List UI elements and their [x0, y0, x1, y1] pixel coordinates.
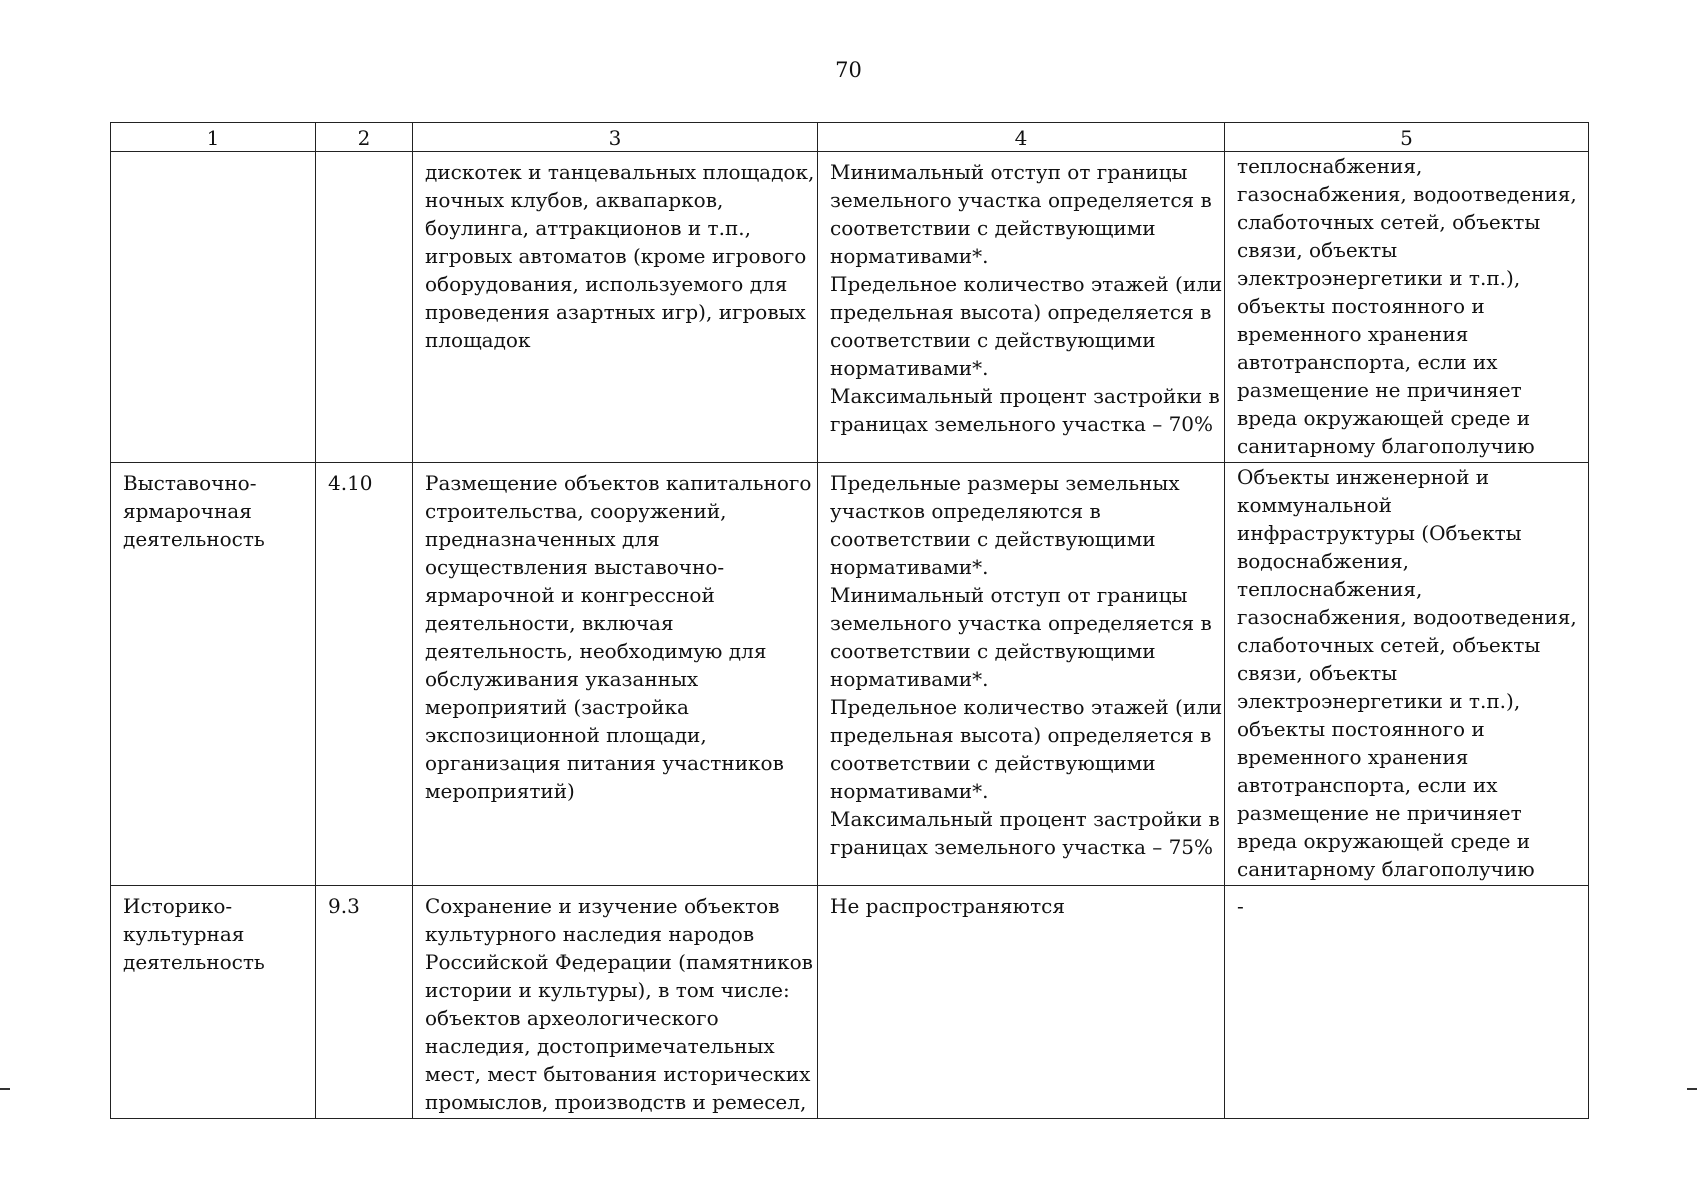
text-line: земельного участка определяется в [830, 611, 1212, 635]
cell-use-description [413, 463, 818, 886]
table-row [111, 886, 1589, 1119]
text-line: ярмарочная [123, 499, 252, 523]
table-row [111, 152, 1589, 463]
text-line: газоснабжения, водоотведения, [1237, 182, 1577, 206]
cell-permitted-use [111, 463, 316, 886]
cell-parameters [818, 886, 1225, 1119]
text-line: земельного участка определяется в [830, 188, 1212, 212]
cell-use-description [413, 886, 818, 1119]
table-row [111, 463, 1589, 886]
cell-parameters [818, 152, 1225, 463]
text-line: временного хранения [1237, 745, 1469, 769]
text-line: автотранспорта, если их [1237, 350, 1498, 374]
header-row [111, 123, 1589, 152]
header-col-4: 4 [818, 123, 1225, 152]
cell-permitted-use [111, 886, 316, 1119]
text-line: Предельное количество этажей (или [830, 695, 1223, 719]
text-line: Минимальный отступ от границы [830, 160, 1188, 184]
text-line: Выставочно- [123, 471, 257, 495]
text-line: организация питания участников [425, 751, 784, 775]
text-line: объектов археологического [425, 1006, 719, 1030]
text-line: ночных клубов, аквапарков, [425, 188, 724, 212]
cell-use-description [413, 152, 818, 463]
text-line: автотранспорта, если их [1237, 773, 1498, 797]
scan-edge-mark-right [1687, 1088, 1697, 1090]
text-line: вреда окружающей среде и [1237, 406, 1531, 430]
text-line: инфраструктуры (Объекты [1237, 521, 1522, 545]
text-line: культурная [123, 922, 245, 946]
text-line: связи, объекты [1237, 238, 1398, 262]
text-line: объекты постоянного и [1237, 294, 1485, 318]
text-line: ярмарочной и конгрессной [425, 583, 715, 607]
text-line: предназначенных для [425, 527, 660, 551]
text-line: строительства, сооружений, [425, 499, 727, 523]
text-line: границах земельного участка – 75% [830, 835, 1214, 859]
text-line: санитарному благополучию [1237, 857, 1535, 881]
text-line: временного хранения [1237, 322, 1469, 346]
scan-edge-mark-left [0, 1088, 10, 1090]
text-line: культурного наследия народов [425, 922, 755, 946]
text-line: промыслов, производств и ремесел, [425, 1090, 807, 1114]
text-line: электроэнергетики и т.п.), [1237, 266, 1521, 290]
text-line: проведения азартных игр), игровых [425, 300, 806, 324]
text-line: оборудования, используемого для [425, 272, 788, 296]
text-line: соответствии с действующими [830, 751, 1156, 775]
text-line: коммунальной [1237, 493, 1392, 517]
text-line: слаботочных сетей, объекты [1237, 633, 1541, 657]
header-col-1: 1 [111, 123, 316, 152]
cell-use-code [316, 152, 413, 463]
text-line: деятельности, включая [425, 611, 674, 635]
cell-permitted-use [111, 152, 316, 463]
text-line: санитарному благополучию [1237, 434, 1535, 458]
cell-auxiliary-uses [1225, 463, 1589, 886]
text-line: истории и культуры), в том числе: [425, 978, 790, 1002]
text-line: Максимальный процент застройки в [830, 384, 1220, 408]
cell-auxiliary-uses [1225, 886, 1589, 1119]
text-line: Максимальный процент застройки в [830, 807, 1220, 831]
text-line: - [1237, 894, 1244, 918]
text-line: дискотек и танцевальных площадок, [425, 160, 815, 184]
text-line: мест, мест бытования исторических [425, 1062, 811, 1086]
text-line: нормативами*. [830, 779, 989, 803]
text-line: Предельное количество этажей (или [830, 272, 1223, 296]
text-line: границах земельного участка – 70% [830, 412, 1214, 436]
text-line: газоснабжения, водоотведения, [1237, 605, 1577, 629]
text-line: нормативами*. [830, 667, 989, 691]
text-line: соответствии с действующими [830, 639, 1156, 663]
cell-auxiliary-uses [1225, 152, 1589, 463]
text-line: Предельные размеры земельных [830, 471, 1180, 495]
text-line: наследия, достопримечательных [425, 1034, 775, 1058]
text-line: Историко- [123, 894, 233, 918]
text-line: объекты постоянного и [1237, 717, 1485, 741]
text-line: соответствии с действующими [830, 328, 1156, 352]
text-line: боулинга, аттракционов и т.п., [425, 216, 751, 240]
header-col-3: 3 [413, 123, 818, 152]
text-line: соответствии с действующими [830, 527, 1156, 551]
text-line: водоснабжения, [1237, 549, 1410, 573]
text-line: Минимальный отступ от границы [830, 583, 1188, 607]
text-line: осуществления выставочно- [425, 555, 725, 579]
text-line: деятельность [123, 950, 265, 974]
text-line: Российской Федерации (памятников [425, 950, 813, 974]
text-line: теплоснабжения, [1237, 154, 1423, 178]
text-line: Сохранение и изучение объектов [425, 894, 780, 918]
text-line: деятельность [123, 527, 265, 551]
text-line: соответствии с действующими [830, 216, 1156, 240]
text-line: предельная высота) определяется в [830, 723, 1212, 747]
text-line: экспозиционной площади, [425, 723, 707, 747]
text-line: слаботочных сетей, объекты [1237, 210, 1541, 234]
text-line: площадок [425, 328, 531, 352]
text-line: предельная высота) определяется в [830, 300, 1212, 324]
text-line: электроэнергетики и т.п.), [1237, 689, 1521, 713]
text-line: теплоснабжения, [1237, 577, 1423, 601]
text-line: Объекты инженерной и [1237, 465, 1490, 489]
text-line: игровых автоматов (кроме игрового [425, 244, 807, 268]
text-line: обслуживания указанных [425, 667, 699, 691]
text-line: связи, объекты [1237, 661, 1398, 685]
text-line: размещение не причиняет [1237, 801, 1522, 825]
text-line: мероприятий (застройка [425, 695, 689, 719]
text-line: размещение не причиняет [1237, 378, 1522, 402]
text-line: Размещение объектов капитального [425, 471, 812, 495]
text-line: нормативами*. [830, 356, 989, 380]
regulations-table [110, 122, 1589, 1119]
header-col-2: 2 [316, 123, 413, 152]
cell-parameters [818, 463, 1225, 886]
text-line: нормативами*. [830, 244, 989, 268]
text-line: вреда окружающей среде и [1237, 829, 1531, 853]
page-number: 70 [835, 58, 862, 82]
text-line: участков определяются в [830, 499, 1101, 523]
cell-use-code: 9.3 [316, 886, 413, 1119]
text-line: Не распространяются [830, 894, 1065, 918]
text-line: деятельность, необходимую для [425, 639, 767, 663]
text-line: мероприятий) [425, 779, 575, 803]
cell-use-code: 4.10 [316, 463, 413, 886]
text-line: нормативами*. [830, 555, 989, 579]
header-col-5: 5 [1225, 123, 1589, 152]
